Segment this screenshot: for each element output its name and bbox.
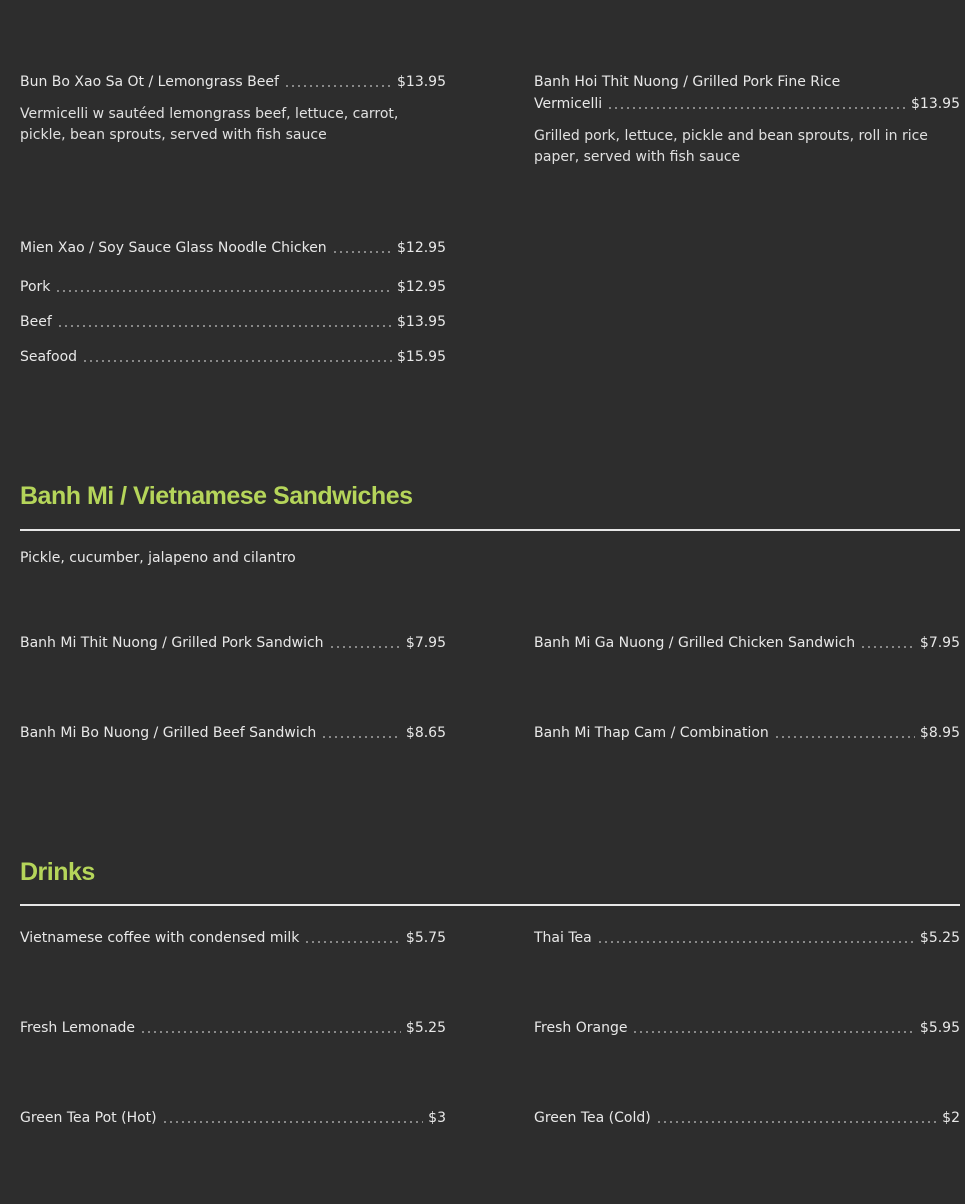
item-price: $5.25 (405, 1020, 446, 1036)
dot-leader (607, 107, 906, 109)
item-price: $12.95 (397, 240, 446, 256)
item-name: Bun Bo Xao Sa Ot / Lemongrass Beef (20, 74, 279, 90)
menu-item (20, 632, 446, 654)
menu-item (20, 1107, 446, 1129)
menu-item (534, 1107, 960, 1129)
item-name: Banh Mi Bo Nuong / Grilled Beef Sandwich (20, 725, 317, 741)
item-price: $13.95 (397, 74, 446, 90)
item-price: $7.95 (405, 635, 446, 651)
item-name: Fresh Orange (534, 1020, 628, 1036)
section-divider (20, 904, 960, 906)
menu-item-mien-xao (20, 237, 446, 259)
menu-item-banh-hoi (534, 71, 960, 168)
dot-leader (332, 251, 392, 253)
item-name: Banh Mi Thap Cam / Combination (534, 725, 769, 741)
dot-leader (55, 290, 392, 292)
menu-item (20, 927, 446, 949)
option-name: Pork (20, 279, 51, 295)
item-price: $5.75 (405, 930, 446, 946)
dot-leader (284, 85, 392, 87)
dot-leader (304, 941, 401, 943)
dot-leader (57, 325, 392, 327)
menu-item (534, 927, 960, 949)
menu-item (534, 632, 960, 654)
item-name: Banh Mi Ga Nuong / Grilled Chicken Sandwich (534, 635, 856, 651)
section-note: Pickle, cucumber, jalapeno and cilantro (20, 550, 296, 566)
section-title-drinks: Drinks (20, 858, 95, 886)
option-price: $12.95 (397, 279, 446, 295)
item-price: $8.65 (405, 725, 446, 741)
item-description: Vermicelli w sautéed lemongrass beef, lettuce, carrot, pickle, bean sprouts, served with fish sauce (20, 106, 399, 143)
dot-leader (82, 360, 392, 362)
item-name: Thai Tea (534, 930, 592, 946)
dot-leader (656, 1121, 937, 1123)
dot-leader (162, 1121, 424, 1123)
item-name: Fresh Lemonade (20, 1020, 136, 1036)
option-name: Seafood (20, 349, 78, 365)
item-name: Green Tea Pot (Hot) (20, 1110, 157, 1126)
menu-item (534, 1017, 960, 1039)
section-divider (20, 529, 960, 531)
menu-item-bun-bo-xao (20, 71, 446, 146)
menu-item (20, 722, 446, 744)
dot-leader (321, 736, 401, 738)
option-price: $15.95 (397, 349, 446, 365)
option-row (20, 276, 446, 298)
item-name: Mien Xao / Soy Sauce Glass Noodle Chicken (20, 240, 327, 256)
item-name: Vietnamese coffee with condensed milk (20, 930, 300, 946)
item-price: $3 (428, 1110, 446, 1126)
option-price: $13.95 (397, 314, 446, 330)
item-price: $5.25 (919, 930, 960, 946)
dot-leader (329, 646, 401, 648)
menu-item (20, 1017, 446, 1039)
dot-leader (860, 646, 915, 648)
option-name: Beef (20, 314, 52, 330)
section-title-banh-mi: Banh Mi / Vietnamese Sandwiches (20, 482, 413, 510)
item-price: $2 (942, 1110, 960, 1126)
item-price: $8.95 (919, 725, 960, 741)
item-price: $7.95 (919, 635, 960, 651)
item-description: Grilled pork, lettuce, pickle and bean sprouts, roll in rice paper, served with fish sauce (534, 128, 928, 165)
dot-leader (774, 736, 915, 738)
item-name: Banh Mi Thit Nuong / Grilled Pork Sandwich (20, 635, 324, 651)
dot-leader (140, 1031, 401, 1033)
menu-item (534, 722, 960, 744)
item-price: $5.95 (919, 1020, 960, 1036)
dot-leader (632, 1031, 914, 1033)
item-name: Green Tea (Cold) (534, 1110, 651, 1126)
item-name-line1: Banh Hoi Thit Nuong / Grilled Pork Fine Rice (534, 74, 841, 90)
option-row (20, 311, 446, 333)
option-row (20, 346, 446, 368)
dot-leader (597, 941, 915, 943)
item-name-line2: Vermicelli (534, 96, 603, 112)
item-price: $13.95 (911, 96, 960, 112)
